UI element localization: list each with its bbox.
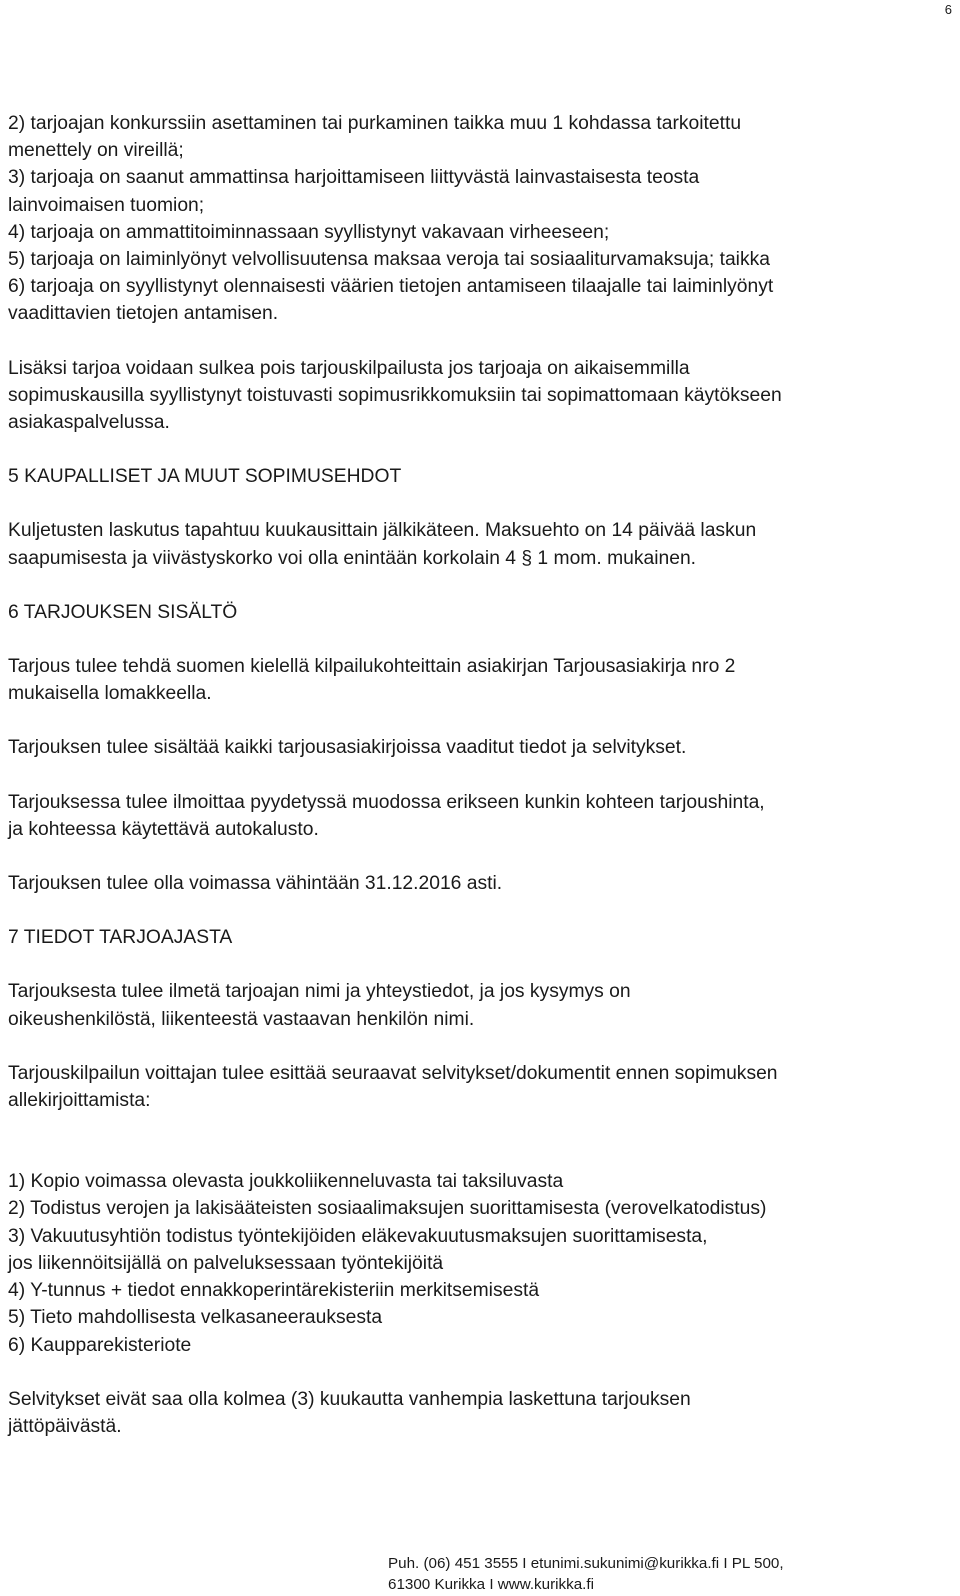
footer-contact-line: Puh. (06) 451 3555 I etunimi.sukunimi@kurikka.fi I PL 500,	[388, 1555, 784, 1572]
paragraph-line: ja kohteessa käytettävä autokalusto.	[8, 818, 319, 840]
paragraph-line: Kuljetusten laskutus tapahtuu kuukausittain jälkikäteen. Maksuehto on 14 päivää laskun	[8, 520, 757, 542]
paragraph-line: Tarjous tulee tehdä suomen kielellä kilpailukohteittain asiakirjan Tarjousasiakirja nro 2	[8, 656, 736, 678]
section-heading-7	[8, 924, 956, 951]
page-footer	[388, 1553, 784, 1595]
list-item: vaadittavien tietojen antamisen.	[8, 303, 279, 325]
list-item: menettely on vireillä;	[8, 140, 184, 162]
list-item: jos liikennöitsijällä on palveluksessaan työntekijöitä	[8, 1252, 444, 1274]
heading-text: 5 KAUPALLISET JA MUUT SOPIMUSEHDOT	[8, 466, 402, 488]
exclusion-paragraph	[8, 355, 956, 437]
page-number: 6	[944, 2, 952, 17]
paragraph-line: sopimuskausilla syyllistynyt toistuvasti sopimusrikkomuksiin tai sopimattomaan käytökseen	[8, 384, 782, 406]
list-item: 4) tarjoaja on ammattitoiminnassaan syyllistynyt vakavaan virheeseen;	[8, 221, 610, 243]
paragraph-line: Tarjouksen tulee olla voimassa vähintään 31.12.2016 asti.	[8, 873, 503, 895]
paragraph-line: Tarjouksesta tulee ilmetä tarjoajan nimi ja yhteystiedot, ja jos kysymys on	[8, 981, 631, 1003]
list-item: 5) tarjoaja on laiminlyönyt velvollisuutensa maksaa veroja tai sosiaaliturvamaksuja; taikka	[8, 249, 770, 271]
paragraph-line: Tarjouskilpailun voittajan tulee esittää seuraavat selvitykset/dokumentit ennen sopimuksen	[8, 1062, 778, 1084]
offer-form-paragraph	[8, 653, 956, 707]
footer-address-line: 61300 Kurikka I www.kurikka.fi	[388, 1576, 594, 1593]
section-heading-5	[8, 463, 956, 490]
age-limit-paragraph	[8, 1386, 956, 1440]
list-item: 4) Y-tunnus + tiedot ennakkoperintärekisteriin merkitsemisestä	[8, 1280, 540, 1302]
paragraph-line: Lisäksi tarjoa voidaan sulkea pois tarjouskilpailusta jos tarjoaja on aikaisemmilla	[8, 357, 690, 379]
document-body	[8, 110, 956, 1440]
exclusion-grounds-list	[8, 110, 956, 328]
paragraph-line: Tarjouksen tulee sisältää kaikki tarjousasiakirjoissa vaaditut tiedot ja selvitykset.	[8, 737, 687, 759]
paragraph-line: Tarjouksessa tulee ilmoittaa pyydetyssä muodossa erikseen kunkin kohteen tarjoushinta,	[8, 791, 765, 813]
bidder-info-paragraph	[8, 978, 956, 1032]
paragraph-line: mukaisella lomakkeella.	[8, 683, 212, 705]
paragraph-line: saapumisesta ja viivästyskorko voi olla enintään korkolain 4 § 1 mom. mukainen.	[8, 547, 697, 569]
billing-paragraph	[8, 517, 956, 571]
list-item: 3) tarjoaja on saanut ammattinsa harjoittamiseen liittyvästä lainvastaisesta teosta	[8, 167, 700, 189]
list-item: 5) Tieto mahdollisesta velkasaneerauksesta	[8, 1307, 383, 1329]
heading-text: 6 TARJOUKSEN SISÄLTÖ	[8, 601, 238, 623]
paragraph-line: oikeushenkilöstä, liikenteestä vastaavan henkilön nimi.	[8, 1008, 475, 1030]
paragraph-line: asiakaspalvelussa.	[8, 412, 170, 434]
paragraph-line: Selvitykset eivät saa olla kolmea (3) kuukautta vanhempia laskettuna tarjouksen	[8, 1388, 691, 1410]
list-item: 2) Todistus verojen ja lakisääteisten sosiaalimaksujen suorittamisesta (verovelkatodistus)	[8, 1198, 767, 1220]
list-item: 3) Vakuutusyhtiön todistus työntekijöiden eläkevakuutusmaksujen suorittamisesta,	[8, 1225, 708, 1247]
paragraph-line: jättöpäivästä.	[8, 1415, 122, 1437]
list-item: lainvoimaisen tuomion;	[8, 194, 205, 216]
offer-content-paragraph	[8, 734, 956, 761]
offer-price-paragraph	[8, 789, 956, 843]
list-item: 6) Kaupparekisteriote	[8, 1334, 192, 1356]
list-item: 2) tarjoajan konkurssiin asettaminen tai purkaminen taikka muu 1 kohdassa tarkoitettu	[8, 113, 742, 134]
list-item: 1) Kopio voimassa olevasta joukkoliikenneluvasta tai taksiluvasta	[8, 1171, 564, 1193]
offer-validity-paragraph	[8, 870, 956, 897]
heading-text: 7 TIEDOT TARJOAJASTA	[8, 927, 233, 949]
list-item: 6) tarjoaja on syyllistynyt olennaisesti väärien tietojen antamiseen tilaajalle tai laiminlyönyt	[8, 276, 774, 298]
paragraph-line: allekirjoittamista:	[8, 1090, 151, 1112]
required-documents-list	[8, 1168, 956, 1358]
winner-paragraph	[8, 1060, 956, 1114]
section-heading-6	[8, 599, 956, 626]
